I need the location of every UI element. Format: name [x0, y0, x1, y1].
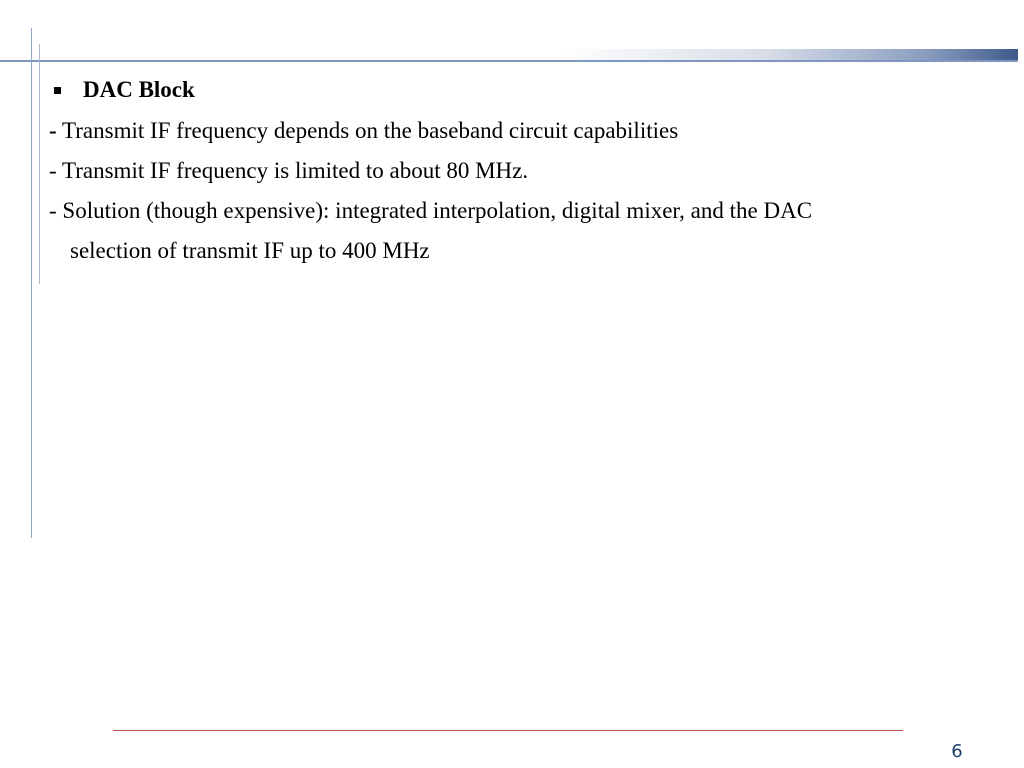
- footer-rule: [113, 730, 903, 731]
- bullet-line-text: Transmit IF frequency depends on the baseband circuit capabilities: [56, 118, 679, 143]
- bullet-line-4: [49, 231, 949, 271]
- heading-row: [49, 74, 949, 106]
- left-frame-line: [31, 28, 32, 538]
- square-bullet-icon: [54, 87, 61, 94]
- slide-heading: DAC Block: [83, 77, 195, 102]
- bullet-line-3: [49, 191, 949, 231]
- slide-content: [49, 74, 949, 271]
- header-gradient-bar: [560, 49, 1018, 60]
- page-number: 6: [951, 741, 963, 762]
- bullet-line-text: - Solution (though expensive): integrated interpolation, digital mixer, and the DAC: [49, 198, 813, 223]
- bullet-line-text: - Transmit IF frequency is limited to about 80 MHz.: [49, 158, 529, 183]
- header-rule: [0, 60, 1018, 62]
- left-frame-line-inner: [39, 44, 40, 284]
- bullet-line-text: selection of transmit IF up to 400 MHz: [70, 238, 430, 263]
- dash-marker: -: [49, 118, 57, 143]
- bullet-line-2: [49, 151, 949, 191]
- bullet-line-1: [49, 111, 949, 151]
